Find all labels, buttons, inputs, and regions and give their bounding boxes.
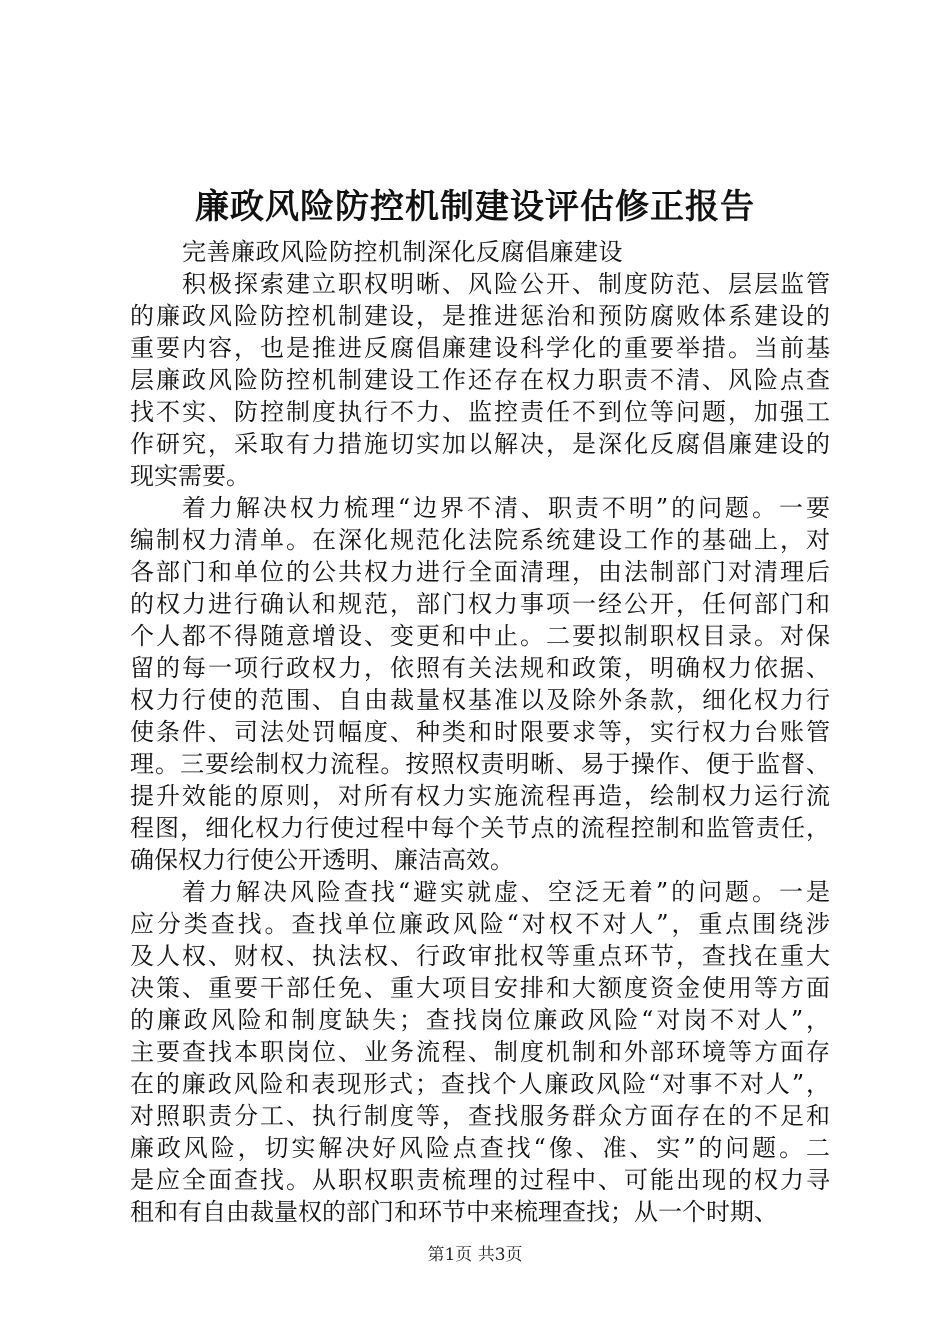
body-paragraph <box>130 492 830 876</box>
paragraph-line: 现实需要。 <box>130 462 250 490</box>
paragraph-line: 使条件、司法处罚幅度、种类和时限要求等，实行权力台账管 <box>130 718 830 746</box>
paragraph-line: 作研究，采取有力措施切实加以解决，是深化反腐倡廉建设的 <box>130 430 830 458</box>
paragraph-line: 应分类查找。查找单位廉政风险“对权不对人”，重点围绕涉 <box>130 910 830 938</box>
paragraph-line: 对照职责分工、执行制度等，查找服务群众方面存在的不足和 <box>130 1102 830 1130</box>
paragraph-line: 的廉政风险防控机制建设，是推进惩治和预防腐败体系建设的 <box>130 302 830 330</box>
body-paragraph <box>130 268 830 492</box>
document-title: 廉政风险防控机制建设评估修正报告 <box>195 187 755 227</box>
paragraph-line: 在的廉政风险和表现形式；查找个人廉政风险“对事不对人”， <box>130 1070 830 1098</box>
paragraph-line: 着力解决风险查找“避实就虚、空泛无着”的问题。一是 <box>182 878 830 906</box>
paragraph-line: 各部门和单位的公共权力进行全面清理，由法制部门对清理后 <box>130 558 830 586</box>
paragraph-line: 重要内容，也是推进反腐倡廉建设科学化的重要举措。当前基 <box>130 334 830 362</box>
paragraph-line: 着力解决权力梳理“边界不清、职责不明”的问题。一要 <box>182 494 830 522</box>
paragraph-line: 个人都不得随意增设、变更和中止。二要拟制职权目录。对保 <box>130 622 830 650</box>
paragraph-line: 找不实、防控制度执行不力、监控责任不到位等问题，加强工 <box>130 398 830 426</box>
paragraph-line: 廉政风险，切实解决好风险点查找“像、准、实”的问题。二 <box>130 1134 830 1162</box>
paragraph-line: 主要查找本职岗位、业务流程、制度机制和外部环境等方面存 <box>130 1038 830 1066</box>
document-subtitle: 完善廉政风险防控机制深化反腐倡廉建设 <box>182 238 623 266</box>
body-paragraph <box>130 876 830 1228</box>
document-body <box>130 236 830 1228</box>
paragraph-line: 权力行使的范围、自由裁量权基准以及除外条款，细化权力行 <box>130 686 830 714</box>
paragraph-line: 决策、重要干部任免、重大项目安排和大额度资金使用等方面 <box>130 974 830 1002</box>
paragraph-line: 的权力进行确认和规范，部门权力事项一经公开，任何部门和 <box>130 590 830 618</box>
paragraph-line: 及人权、财权、执法权、行政审批权等重点环节，查找在重大 <box>130 942 830 970</box>
paragraph-line: 留的每一项行政权力，依照有关法规和政策，明确权力依据、 <box>130 654 830 682</box>
paragraph-line: 编制权力清单。在深化规范化法院系统建设工作的基础上，对 <box>130 526 830 554</box>
paragraph-container <box>130 268 830 1228</box>
paragraph-line: 确保权力行使公开透明、廉洁高效。 <box>130 846 514 874</box>
paragraph-line: 积极探索建立职权明晰、风险公开、制度防范、层层监管 <box>182 270 830 298</box>
paragraph-line: 是应全面查找。从职权职责梳理的过程中、可能出现的权力寻 <box>130 1166 830 1194</box>
paragraph-line: 的廉政风险和制度缺失；查找岗位廉政风险“对岗不对人”， <box>130 1006 830 1034</box>
paragraph-line: 程图，细化权力行使过程中每个关节点的流程控制和监管责任， <box>130 814 830 842</box>
paragraph-line: 租和有自由裁量权的部门和环节中来梳理查找；从一个时期、 <box>130 1198 778 1226</box>
paragraph-line: 层廉政风险防控机制建设工作还存在权力职责不清、风险点查 <box>130 366 830 394</box>
paragraph-line: 理。三要绘制权力流程。按照权责明晰、易于操作、便于监督、 <box>130 750 830 778</box>
page-footer: 第1页 共3页 <box>427 1245 523 1265</box>
paragraph-line: 提升效能的原则，对所有权力实施流程再造，绘制权力运行流 <box>130 782 830 810</box>
